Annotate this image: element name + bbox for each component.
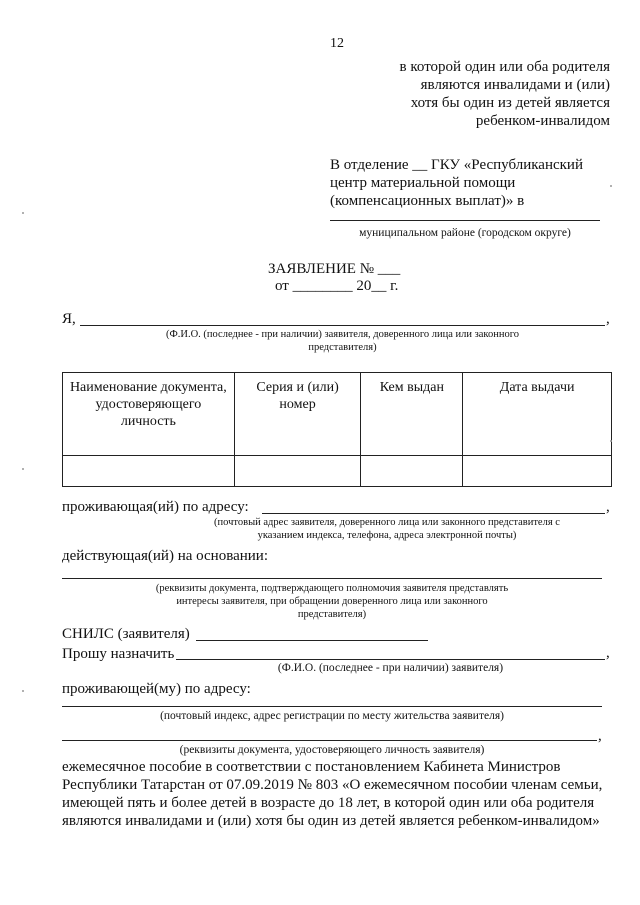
assign-caption: (Ф.И.О. (последнее - при наличии) заявителя)	[277, 662, 504, 674]
assign-label: Прошу назначить	[62, 646, 175, 662]
table-header-cell: Серия и (или) номер	[234, 373, 361, 456]
residence-caption-line: (почтовый адрес заявителя, доверенного лица или законного представителя с	[214, 517, 560, 528]
snils-label: СНИЛС (заявителя)	[62, 626, 190, 642]
scan-speck	[610, 185, 612, 187]
snils-field[interactable]	[196, 640, 428, 641]
table-header-row	[63, 373, 612, 456]
scan-speck	[22, 212, 24, 214]
applicant-comma: ,	[606, 311, 610, 327]
table-cell-document-name[interactable]	[63, 456, 235, 487]
applicant-prefix: Я,	[62, 311, 76, 327]
recipient-id-caption: (реквизиты документа, удостоверяющего личность заявителя)	[179, 744, 485, 756]
addressee-field-line[interactable]	[330, 220, 600, 221]
basis-caption-line: интересы заявителя, при обращении доверенного лица или законного	[176, 596, 488, 607]
table-row	[63, 456, 612, 487]
table-header-cell: Дата выдачи	[463, 373, 612, 456]
addressee-line: центр материальной помощи	[330, 175, 516, 191]
addressee-caption: муниципальном районе (городском округе)	[359, 227, 571, 239]
page-number: 12	[330, 36, 344, 51]
recipient-address-field[interactable]	[62, 706, 602, 707]
body-text-line: Республики Татарстан от 07.09.2019 № 803 «О ежемесячном пособии членам семьи,	[62, 777, 603, 793]
residence-caption-line: указанием индекса, телефона, адреса электронной почты)	[257, 530, 517, 541]
scan-speck	[22, 690, 24, 692]
body-text-line: имеющей пять и более детей в возрасте до 18 лет, в которой один или оба родителя	[62, 795, 595, 811]
residence-comma: ,	[606, 499, 610, 515]
applicant-name-field[interactable]	[80, 325, 605, 326]
addressee-line: (компенсационных выплат)» в	[330, 193, 525, 209]
body-text	[62, 758, 612, 830]
title-tail-line: в которой один или оба родителя	[399, 59, 610, 75]
table-cell-issue-date[interactable]	[463, 456, 612, 487]
title-tail	[330, 58, 610, 130]
residence-caption	[172, 516, 602, 542]
addressee-block	[330, 156, 583, 210]
applicant-caption-line: представителя)	[308, 342, 377, 353]
table-header-cell: Кем выдан	[361, 373, 463, 456]
recipient-comma: ,	[598, 728, 602, 744]
scan-speck	[610, 440, 612, 442]
basis-label: действующая(ий) на основании:	[62, 548, 268, 564]
title-tail-line: являются инвалидами и (или)	[420, 77, 610, 93]
body-text-line: являются инвалидами и (или) хотя бы один из детей является ребенком-инвалидом»	[62, 813, 600, 829]
statement-date: от ________ 20__ г.	[275, 278, 399, 294]
table-cell-issued-by[interactable]	[361, 456, 463, 487]
residence-label: проживающая(ий) по адресу:	[62, 499, 249, 515]
basis-caption-line: представителя)	[297, 609, 367, 620]
recipient-address-label: проживающей(му) по адресу:	[62, 681, 251, 697]
assign-name-field[interactable]	[176, 659, 605, 660]
scan-speck	[22, 468, 24, 470]
title-tail-line: хотя бы один из детей является	[410, 95, 610, 111]
addressee-line: В отделение __ ГКУ «Республиканский	[330, 157, 583, 173]
table-header-cell: Наименование документа, удостоверяющего личность	[63, 373, 235, 456]
id-document-table	[62, 372, 612, 487]
title-tail-line: ребенком-инвалидом	[475, 113, 610, 129]
statement-title: ЗАЯВЛЕНИЕ № ___	[268, 261, 401, 277]
recipient-address-caption: (почтовый индекс, адрес регистрации по месту жительства заявителя)	[160, 710, 504, 722]
body-text-line: ежемесячное пособие в соответствии с постановлением Кабинета Министров	[62, 759, 561, 775]
applicant-caption	[80, 328, 605, 354]
basis-caption	[62, 582, 602, 621]
table-cell-series-number[interactable]	[234, 456, 361, 487]
basis-field[interactable]	[62, 578, 602, 579]
basis-caption-line: (реквизиты документа, подтверждающего полномочия заявителя представлять	[155, 583, 509, 594]
residence-address-field[interactable]	[262, 513, 605, 514]
recipient-id-field[interactable]	[62, 740, 597, 741]
applicant-caption-line: (Ф.И.О. (последнее - при наличии) заявителя, доверенного лица или законного	[165, 329, 520, 340]
assign-comma: ,	[606, 645, 610, 661]
